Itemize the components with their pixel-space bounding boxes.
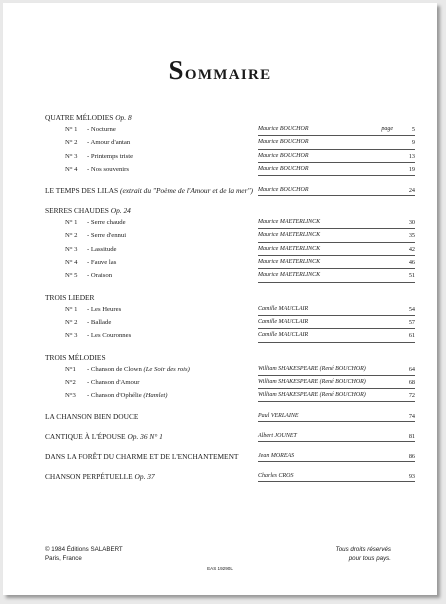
leader-line <box>258 195 415 196</box>
item-entry <box>65 329 415 342</box>
section-page: 93 <box>408 473 415 481</box>
item-page: 72 <box>408 392 415 400</box>
footer-copyright: © 1984 Éditions SALABERT <box>45 546 123 553</box>
item-page: 54 <box>408 305 415 313</box>
item-page: 46 <box>408 259 415 267</box>
item-number: N° 1 <box>65 305 78 313</box>
plate-number: EAS 19290L <box>207 566 233 571</box>
section-entry <box>45 411 415 422</box>
item-page: 19 <box>408 165 415 173</box>
item-author: William SHAKESPEARE (René BOUCHOR) <box>258 378 366 385</box>
item-entry <box>65 389 415 402</box>
item-author: Maurice MAETERLINCK <box>258 259 321 266</box>
section-title: CANTIQUE À L'ÉPOUSE <box>45 432 126 442</box>
item-page: 9 <box>411 139 415 147</box>
section-entry <box>45 292 415 303</box>
footer-rights <box>336 545 391 563</box>
item-number: N° 4 <box>65 165 78 173</box>
section-title: LA CHANSON BIEN DOUCE <box>45 412 139 422</box>
document-page <box>3 3 437 595</box>
item-title: - Amour d'antan <box>87 139 131 147</box>
item-entry <box>65 243 415 256</box>
section-page: 74 <box>408 413 415 421</box>
item-number: N°2 <box>65 378 76 386</box>
section-entry <box>45 205 415 216</box>
item-author: Maurice MAETERLINCK <box>258 219 321 226</box>
toc-section <box>45 411 415 422</box>
item-entry <box>65 163 415 176</box>
item-title: - Fauve las <box>87 259 117 267</box>
item-title: - Printemps triste <box>87 152 134 160</box>
item-entry <box>65 136 415 149</box>
item-page: 13 <box>408 152 415 160</box>
item-number: N° 2 <box>65 232 78 240</box>
toc-item <box>45 256 415 269</box>
toc-item <box>45 389 415 402</box>
item-author: Camille MAUCLAIR <box>258 318 309 325</box>
toc-item <box>45 123 415 136</box>
item-entry <box>65 229 415 242</box>
toc-item <box>45 229 415 242</box>
toc-section <box>45 431 415 442</box>
item-page: 5 <box>411 126 415 133</box>
toc-item <box>45 376 415 389</box>
footer-city: Paris, France <box>45 555 82 562</box>
section-note: (extrait du "Poème de l'Amour et de la mer") <box>120 186 254 196</box>
item-title: - Chanson de Clown <box>87 365 142 373</box>
item-number: N° 2 <box>65 318 78 326</box>
item-title: - Chanson d'Ophélie <box>87 392 142 400</box>
footer-rights-line-1: Tous droits réservés <box>335 546 391 553</box>
toc-section <box>45 205 415 216</box>
section-note: Op. 8 <box>115 113 132 122</box>
item-author: Maurice BOUCHOR <box>258 126 309 132</box>
leader-line <box>258 401 415 402</box>
section-title: TROIS LIEDER <box>45 292 95 302</box>
item-number: N°1 <box>65 365 76 373</box>
toc-section <box>45 292 415 303</box>
item-title: - Oraison <box>87 272 113 280</box>
toc-section <box>45 185 415 196</box>
item-title: - Les Couronnes <box>87 332 132 340</box>
section-title: LE TEMPS DES LILAS <box>45 186 119 196</box>
toc-item <box>45 243 415 256</box>
toc-section <box>45 451 415 462</box>
item-title: - Serre d'ennui <box>87 232 127 240</box>
section-page: 86 <box>408 453 415 461</box>
section-author: Maurice BOUCHOR <box>258 187 309 194</box>
item-page: 30 <box>408 219 415 227</box>
item-entry <box>65 256 415 269</box>
item-author: Maurice BOUCHOR <box>258 139 309 146</box>
item-entry <box>65 150 415 163</box>
item-number: N° 5 <box>65 272 78 280</box>
item-number: N° 1 <box>65 126 78 133</box>
leader-line <box>258 461 415 462</box>
item-title: - Lassitude <box>87 245 117 253</box>
item-page: 51 <box>408 272 415 280</box>
section-page: 81 <box>408 433 415 441</box>
toc-section <box>45 352 415 363</box>
footer-publisher <box>45 545 123 563</box>
page-title <box>3 55 437 86</box>
section-entry <box>45 471 415 482</box>
item-entry <box>65 123 415 136</box>
leader-line <box>258 441 415 442</box>
section-entry <box>45 352 415 363</box>
toc-item <box>45 163 415 176</box>
item-page: 57 <box>408 318 415 326</box>
toc-item <box>45 303 415 316</box>
leader-line <box>258 342 415 343</box>
table-of-contents <box>45 112 415 482</box>
item-author: Maurice BOUCHOR <box>258 165 309 172</box>
item-entry <box>65 269 415 282</box>
item-author: Camille MAUCLAIR <box>258 305 309 312</box>
toc-item <box>45 329 415 342</box>
section-author: Jean MOREAS <box>258 453 295 460</box>
item-number: N° 1 <box>65 219 78 227</box>
toc-item <box>45 136 415 149</box>
item-author: William SHAKESPEARE (René BOUCHOR) <box>258 392 366 399</box>
item-entry <box>65 303 415 316</box>
item-page: 35 <box>408 232 415 240</box>
item-title: - Chanson d'Amour <box>87 378 140 386</box>
leader-line <box>258 282 415 283</box>
page-column-label: page <box>381 126 393 132</box>
title-initial: S <box>168 55 185 85</box>
item-author: Maurice MAETERLINCK <box>258 245 321 252</box>
item-title: - Nocturne <box>87 126 116 133</box>
item-number: N° 3 <box>65 332 78 340</box>
item-number: N° 3 <box>65 152 78 160</box>
item-page: 42 <box>408 245 415 253</box>
section-entry <box>45 431 415 442</box>
section-entry <box>45 112 415 123</box>
item-title: - Nos souvenirs <box>87 165 129 173</box>
leader-line <box>258 175 415 176</box>
section-entry <box>45 185 415 196</box>
item-entry <box>65 376 415 389</box>
leader-line <box>258 481 415 482</box>
section-note: Op. 37 <box>134 472 155 482</box>
toc-item <box>45 216 415 229</box>
section-author: Charles CROS <box>258 473 294 480</box>
section-note: Op. 36 N° 1 <box>127 432 163 442</box>
toc-item <box>45 363 415 376</box>
toc-section <box>45 471 415 482</box>
item-number: N° 4 <box>65 259 78 267</box>
toc-section <box>45 112 415 123</box>
section-title: TROIS MÉLODIES <box>45 352 106 362</box>
item-entry <box>65 363 415 376</box>
item-author: Maurice MAETERLINCK <box>258 272 321 279</box>
item-note: (Hamlet) <box>143 392 168 400</box>
item-number: N°3 <box>65 392 76 400</box>
item-author: William SHAKESPEARE (René BOUCHOR) <box>258 365 366 372</box>
item-title: - Les Heures <box>87 305 122 313</box>
section-title: SERRES CHAUDES <box>45 206 109 216</box>
item-number: N° 3 <box>65 245 78 253</box>
item-page: 61 <box>408 332 415 340</box>
section-entry <box>45 451 415 462</box>
item-author: Maurice BOUCHOR <box>258 152 309 159</box>
section-title: QUATRE MÉLODIES <box>45 113 114 122</box>
section-author: Albert JOUNET <box>258 433 297 440</box>
item-title: - Ballade <box>87 318 112 326</box>
section-title: CHANSON PERPÉTUELLE <box>45 472 133 482</box>
item-author: Maurice MAETERLINCK <box>258 232 321 239</box>
toc-item <box>45 316 415 329</box>
toc-item <box>45 150 415 163</box>
item-number: N° 2 <box>65 139 78 147</box>
section-page: 24 <box>408 187 415 195</box>
item-note: (Le Soir des rois) <box>143 365 190 373</box>
toc-item <box>45 269 415 282</box>
footer-rights-line-2: pour tous pays. <box>348 555 391 562</box>
section-title: DANS LA FORÊT DU CHARME ET DE L'ENCHANTEMENT <box>45 452 239 462</box>
item-entry <box>65 216 415 229</box>
leader-line <box>258 421 415 422</box>
item-title: - Serre chaude <box>87 219 126 227</box>
title-rest: OMMAIRE <box>184 67 272 83</box>
item-author: Camille MAUCLAIR <box>258 332 309 339</box>
section-note: Op. 24 <box>110 206 131 216</box>
item-page: 64 <box>408 365 415 373</box>
section-author: Paul VERLAINE <box>258 413 299 420</box>
item-page: 68 <box>408 378 415 386</box>
item-entry <box>65 316 415 329</box>
